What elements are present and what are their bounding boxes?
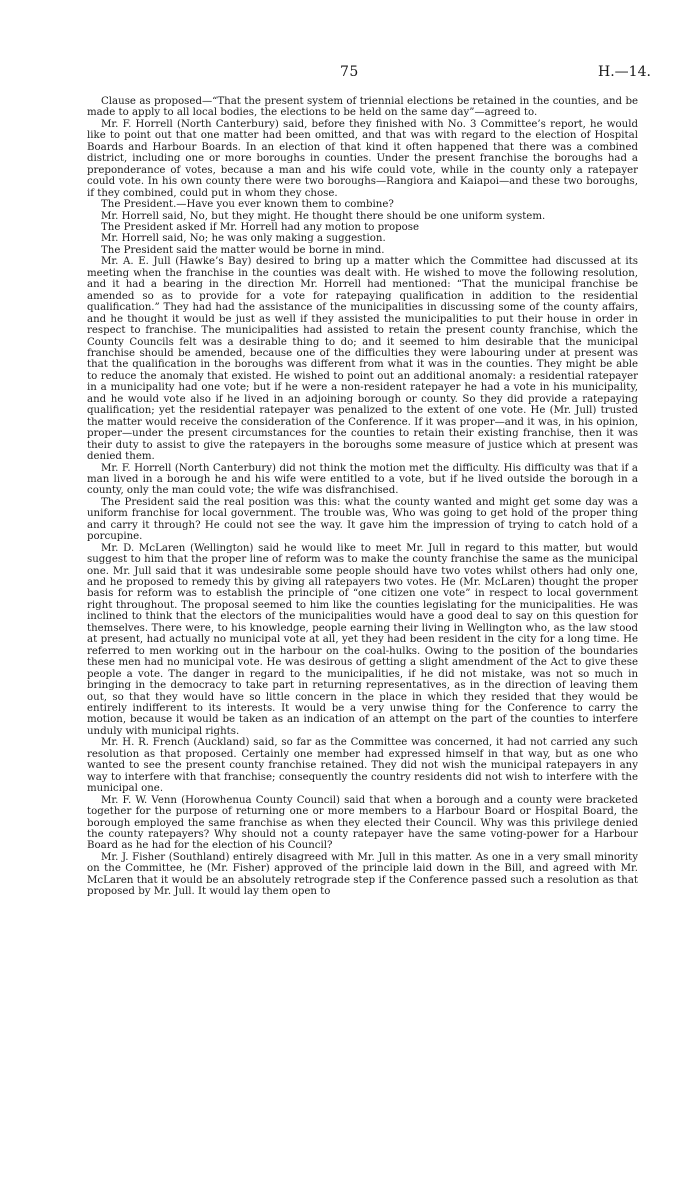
paragraph: Mr. F. W. Venn (Horowhenua County Council) said that when a borough and a county were bracketed together for the purpose of returning one or more members to a Harbour Board or Hospital Board, the borough employed the same franchise as when they elected their Council. Why was this privilege denied the county ratepayers? Why should not a county ratepayer have the same voting-power for a Harbour Board as he had for the election of his Council?	[87, 794, 638, 852]
paragraph: Mr. Horrell said, No, but they might. He thought there should be one uniform system.	[101, 210, 546, 222]
paragraph: The President asked if Mr. Horrell had any motion to propose	[101, 221, 420, 233]
paragraph: The President.—Have you ever known them to combine?	[101, 199, 394, 211]
paragraph: The President said the matter would be borne in mind.	[101, 244, 385, 256]
document-reference: H.—14.	[598, 64, 651, 80]
paragraph: The President said the real position was this: what the county wanted and might get some day was a uniform franchise for local government. The trouble was, Who was going to get hold of the proper thing and carry it through? He could not see the way. It gave him the impression of trying to catch hold of a porcupine.	[87, 496, 638, 543]
paragraph: Mr. F. Horrell (North Canterbury) said, before they finished with No. 3 Committee’s report, he would like to point out that one matter had been omitted, and that was with regard to the election of Hospital Boards and Harbour Boards. In an election of that kind it often happened that there was a combined district, including one or more boroughs in counties. Under the present franchise the boroughs had a preponderance of votes, because a man and his wife could vote, while in the county only a ratepayer could vote. In his own county there were two boroughs—Rangiora and Kaiapoi—and these two boroughs, if they combined, could put in whom they chose.	[87, 118, 638, 199]
paragraph: Mr. D. McLaren (Wellington) said he would like to meet Mr. Jull in regard to this matter, but would suggest to him that the proper line of reform was to make the county franchise the same as the municipal one. Mr. Jull said that it was undesirable some people should have two votes whilst others had only one, and he proposed to remedy this by giving all ratepayers two votes. He (Mr. McLaren) thought the proper basis for reform was to establish the principle of “one citizen one vote” in respect to local government right throughout. The proposal seemed to him like the counties legislating for the municipalities. He was inclined to think that the electors of the municipalities would have a good deal to say on this question for themselves. There were, to his knowledge, people earning their living in Wellington who, as the law stood at present, had actually no municipal vote at all, yet they had been resident in the city for a long time. He referred to men working out in the harbour on the coal-hulks. Owing to the position of the boundaries these men had no municipal vote. He was desirous of getting a slight amendment of the Act to give these people a vote. The danger in regard to the municipalities, if he did not mistake, was not so much in bringing in the democracy to take part in returning representatives, as in the direction of leaving them out, so that they would have so little concern in the place in which they resided that they would be entirely indifferent to its interests. It would be a very unwise thing for the Conference to carry the motion, because it would be taken as an indication of an attempt on the part of the counties to interfere unduly with municipal rights.	[87, 542, 638, 737]
paragraph: Mr. J. Fisher (Southland) entirely disagreed with Mr. Jull in this matter. As one in a very small minority on the Committee, he (Mr. Fisher) approved of the principle laid down in the Bill, and agreed with Mr. McLaren that it would be an absolutely retrograde step if the Conference passed such a resolution as that proposed by Mr. Jull. It would lay them open to	[87, 851, 638, 898]
paragraph: Mr. Horrell said, No; he was only making a suggestion.	[101, 233, 386, 245]
page-number: 75	[340, 64, 359, 80]
paragraph: Mr. F. Horrell (North Canterbury) did not think the motion met the difficulty. His difficulty was that if a man lived in a borough he and his wife were entitled to a vote, but if he lived outside the borough in a county, only the man could vote; the wife was disfranchised.	[87, 462, 638, 497]
paragraph: Mr. H. R. French (Auckland) said, so far as the Committee was concerned, it had not carried any such resolution as that proposed. Certainly one member had expressed himself in that way, but as one who wanted to see the present county franchise retained. They did not wish the municipal ratepayers in any way to interfere with that franchise; consequently the country residents did not wish to interfere with the municipal one.	[87, 737, 638, 795]
body-text	[87, 96, 638, 898]
paragraph: Mr. A. E. Jull (Hawke’s Bay) desired to bring up a matter which the Committee had discussed at its meeting when the franchise in the counties was dealt with. He wished to move the following resolution, and it had a bearing in the direction Mr. Horrell had mentioned: “That the municipal franchise be amended so as to provide for a vote for ratepaying qualification in addition to the residential qualification.” They had had the assistance of the municipalities in discussing some of the county affairs, and he thought it would be just as well if they assisted the municipalities to put their house in order in respect to franchise. The municipalities had assisted to retain the present county franchise, which the County Councils felt was a desirable thing to do; and it seemed to him desirable that the municipal franchise should be amended, because one of the difficulties they were labouring under at present was that the qualification in the boroughs was different from what it was in the counties. They might be able to reduce the anomaly that existed. He wished to point out an additional anomaly: a residential ratepayer in a municipality had one vote; but if he were a non-resident ratepayer he had a vote in his municipality, and he would vote also if he lived in an adjoining borough or county. So they did provide a ratepaying qualification; yet the residential ratepayer was penalized to the extent of one vote. He (Mr. Jull) trusted the matter would receive the consideration of the Conference. If it was proper—and it was, in his opinion, proper—under the present circumstances for the counties to retain their existing franchise, then it was their duty to assist to give the ratepayers in the boroughs some measure of justice which at present was denied them.	[87, 256, 638, 463]
paragraph: Clause as proposed—“That the present system of triennial elections be retained in the counties, and be made to apply to all local bodies, the elections to be held on the same day”—agreed to.	[87, 96, 638, 119]
